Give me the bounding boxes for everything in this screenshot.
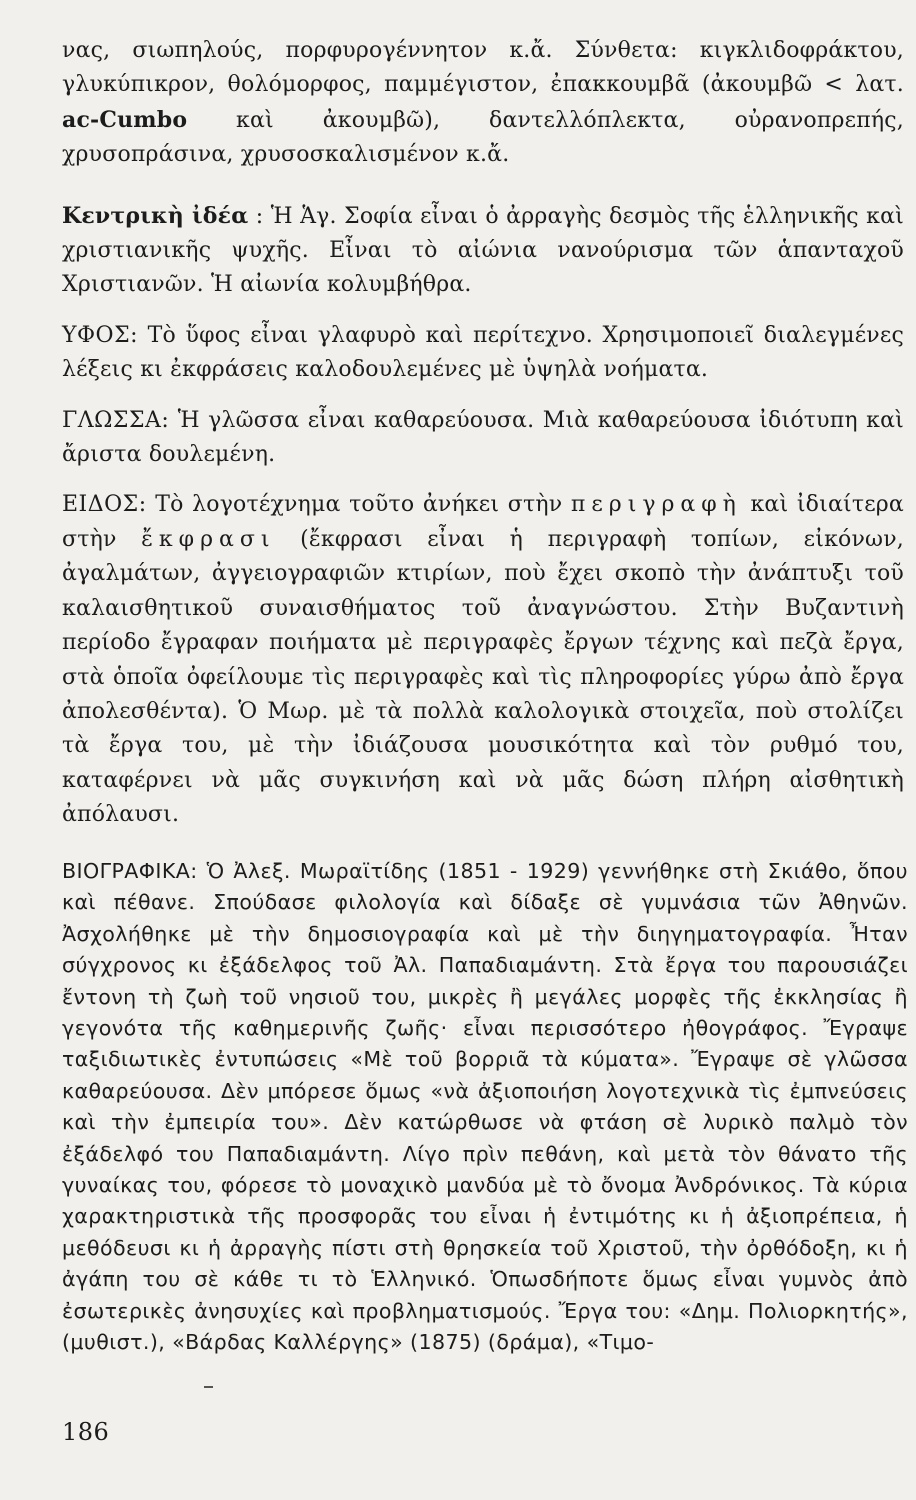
style-label: ΥΦΟΣ: [62,322,139,348]
genre-text-2: καὶ ἰδιαίτερα στὴν [62,492,904,552]
intro-paragraph [62,34,904,173]
intro-latin-term: ac-Cumbo [62,106,188,133]
genre-term-ekphrasis: ἔκφρασι [141,526,276,552]
style-paragraph [62,319,904,388]
biography-paragraph [62,856,908,1359]
biography-block [62,856,908,1359]
style-text: Τὸ ὕφος εἶναι γλαφυρὸ καὶ περίτεχνο. Χρησιμοποιεῖ διαλεγμένες λέξεις κι ἐκφράσεις καλοδουλεμένες μὲ ὑψηλὰ νοήματα. [62,322,904,383]
genre-paragraph [62,488,904,832]
divider-mark [204,1386,213,1388]
genre-text-1: Τὸ λογοτέχνημα τοῦτο ἀνήκει στὴν [155,492,563,518]
biography-label: ΒΙΟΓΡΑΦΙΚΑ: [62,859,198,883]
intro-text-continued: καὶ ἀκουμβῶ), δαντελλόπλεκτα, οὐρανοπρεπής, χρυσοπράσινα, χρυσοσκαλισμένον κ.ἄ. [62,107,904,168]
language-text: Ἡ γλῶσσα εἶναι καθαρεύουσα. Μιὰ καθαρεύουσα ἰδιότυπη καὶ ἄριστα δουλεμένη. [62,407,904,468]
central-idea-label: Κεντρικὴ ἰδέα [62,202,249,229]
upper-text-block [62,34,904,833]
language-paragraph [62,404,904,473]
central-idea-paragraph [62,199,904,303]
page-number: 186 [62,1418,110,1446]
genre-term-description: περιγραφὴ [570,492,742,518]
genre-text-3: (ἔκφρασι εἶναι ἡ περιγραφὴ τοπίων, εἰκόνων, ἀγαλμάτων, ἀγγειογραφιῶν κτιρίων, ποὺ ἔχει σκοπὸ τὴν ἀνάπτυξι τοῦ καλαισθητικοῦ συναισθήματος τοῦ ἀναγνώστου. Στὴν Βυζαντινὴ περίοδο ἔγραφαν ποιήματα μὲ περιγραφὲς ἔργων τέχνης καὶ πεζὰ ἔργα, στὰ ὁποῖα ὀφείλουμε τὶς περιγραφὲς καὶ τὶς πληροφορίες γύρω ἀπὸ ἔργα ἀπολεσθέντα). Ὁ Μωρ. μὲ τὰ πολλὰ καλολογικὰ στοιχεῖα, ποὺ στολίζει τὰ ἔργα του, μὲ τὴν ἰδιάζουσα μουσικότητα καὶ τὸν ρυθμό του, καταφέρνει νὰ μᾶς συγκινήση καὶ νὰ μᾶς δώση πλήρη αἰσθητικὴ ἀπόλαυσι. [62,526,904,828]
language-label: ΓΛΩΣΣΑ: [62,407,170,433]
genre-label: ΕΙΔΟΣ: [62,492,147,518]
biography-text: Ὁ Ἀλεξ. Μωραϊτίδης (1851 - 1929) γεννήθηκε στὴ Σκιάθο, ὅπου καὶ πέθανε. Σπούδασε φιλολογία καὶ δίδαξε σὲ γυμνάσια τῶν Ἀθηνῶν. Ἀσχολήθηκε μὲ τὴν δημοσιογραφία καὶ μὲ τὴν διηγηματογραφία. Ἦταν σύγχρονος κι ἐξάδελφος τοῦ Ἀλ. Παπαδιαμάντη. Στὰ ἔργα του παρουσιάζει ἔντονη τὴ ζωὴ τοῦ νησιοῦ του, μικρὲς ἢ μεγάλες μορφὲς τῆς ἐκκλησίας ἢ γεγονότα τῆς καθημερινῆς ζωῆς· εἶναι περισσότερο ἠθογράφος. Ἔγραψε ταξιδιωτικὲς ἐντυπώσεις «Μὲ τοῦ βορριᾶ τὰ κύματα». Ἔγραψε σὲ γλῶσσα καθαρεύουσα. Δὲν μπόρεσε ὅμως «νὰ ἀξιοποιήση λογοτεχνικὰ τὶς ἐμπνεύσεις καὶ τὴν ἐμπειρία του». Δὲν κατώρθωσε νὰ φτάση σὲ λυρικὸ παλμὸ τὸν ἐξάδελφό του Παπαδιαμάντη. Λίγο πρὶν πεθάνη, καὶ μετὰ τὸν θάνατο τῆς γυναίκας του, φόρεσε τὸ μοναχικὸ μανδύα μὲ τὸ ὄνομα Ἀνδρόνικος. Τὰ κύρια χαρακτηριστικὰ τῆς προσφορᾶς του εἶναι ἡ ἐντιμότης κι ἡ ἀξιοπρέπεια, ἡ μεθόδευσι κι ἡ ἀρραγὴς πίστι στὴ θρησκεία τοῦ Χριστοῦ, τὴν ὀρθόδοξη, κι ἡ ἀγάπη του σὲ κάθε τι τὸ Ἑλληνικό. Ὁπωσδήποτε ὅμως εἶναι γυμνὸς ἀπὸ ἐσωτερικὲς ἀνησυχίες καὶ προβληματισμούς. Ἔργα του: «Δημ. Πολιορκητής», (μυθιστ.), «Βάρδας Καλλέργης» (1875) (δράμα), «Τιμο- [62,859,908,1355]
central-idea-text: : Ἡ Ἁγ. Σοφία εἶναι ὁ ἀρραγὴς δεσμὸς τῆς ἑλληνικῆς καὶ χριστιανικῆς ψυχῆς. Εἶναι τὸ αἰώνια νανούρισμα τῶν ἁπανταχοῦ Χριστιανῶν. Ἡ αἰωνία κολυμβήθρα. [62,203,904,298]
intro-text: νας, σιωπηλούς, πορφυρογέννητον κ.ἄ. Σύνθετα: κιγκλιδοφράκτου, γλυκύπικρον, θολόμορφος, παμμέγιστον, ἐπακκουμβᾶ (ἀκουμβῶ < λατ. [62,38,904,98]
